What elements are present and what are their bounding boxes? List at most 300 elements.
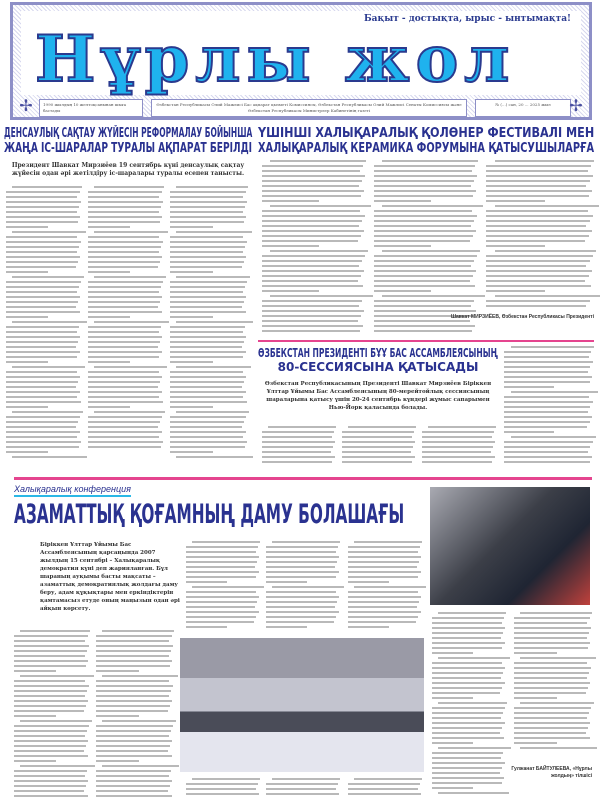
text-line [14,670,56,672]
text-line [262,210,360,212]
text-line [432,717,501,719]
text-line [432,617,504,619]
text-line [170,306,242,308]
text-line [170,281,247,283]
text-line [438,792,509,794]
text-line [270,250,368,252]
text-line [186,616,256,618]
text-line [348,566,417,568]
text-line [438,612,506,614]
text-line [6,316,48,318]
text-line [96,750,168,752]
text-line [266,581,307,583]
text-line [374,280,470,282]
text-line [262,235,361,237]
text-line [94,231,168,233]
text-line [422,451,491,453]
text-line [6,216,80,218]
text-line [374,290,431,292]
text-line [20,720,91,722]
text-line [170,211,243,213]
text-line [14,715,56,717]
text-line [94,186,164,188]
text-line [88,196,159,198]
text-line [170,361,213,363]
text-line [88,376,162,378]
text-line [266,591,336,593]
text-line [170,246,245,248]
text-line [88,316,130,318]
text-line [504,361,593,363]
text-line [14,780,88,782]
text-line [348,783,420,785]
body-text [6,186,82,462]
text-line [374,260,474,262]
text-line [486,200,545,202]
text-line [96,780,172,782]
text-line [504,401,593,403]
text-line [262,315,361,317]
text-line [96,700,172,702]
un-lead: Өзбекстан Республикасының Президенті Шавкат Мирзиёев Біріккен Ұлттар Ұйымы Бас Ассамблеясының 80-мерейтойлық сессиясының шараларына қатысу үшін 20-24 сентябрь күндері жұмыс сапарымен Нью-Йорк қаласында болады. [264,381,492,411]
text-line [511,436,596,438]
text-line [96,655,169,657]
text-line [96,790,168,792]
text-line [88,441,163,443]
text-line [486,230,592,232]
text-line [432,682,505,684]
text-line [374,200,431,202]
text-line [186,566,255,568]
text-line [422,461,492,463]
text-line [514,692,586,694]
text-line [88,256,162,258]
text-line [486,305,586,307]
text-line [262,280,358,282]
un-headline [258,346,498,374]
headline-line: ЖАҢА ІС-ШАРАЛАР ТУРАЛЫ АҚПАРАТ БЕРІЛДІ [4,141,253,156]
text-line [262,225,359,227]
body-text [514,612,592,752]
text-line [6,271,48,273]
text-line [262,285,363,287]
text-line [262,200,319,202]
text-line [186,793,259,795]
text-line [170,221,244,223]
text-line [432,622,502,624]
text-line [6,301,78,303]
text-line [348,591,418,593]
text-line [170,401,247,403]
issue-info: № (...) сан, 20 ... 2025 жыл [475,99,571,117]
newspaper-logo: Нұрлы жол [35,22,516,97]
text-line [170,296,246,298]
text-line [6,381,78,383]
text-line [432,642,505,644]
text-line [374,305,471,307]
text-line [262,290,319,292]
text-line [432,652,473,654]
text-line [170,376,246,378]
text-line [514,647,588,649]
text-line [342,451,411,453]
text-line [88,426,158,428]
body-text [504,346,594,468]
text-line [96,650,171,652]
text-line [342,456,415,458]
text-line [88,446,161,448]
text-line [170,201,247,203]
text-line [266,556,339,558]
text-line [504,416,592,418]
text-line [88,221,160,223]
text-line [511,346,594,348]
text-line [348,556,421,558]
text-line [270,160,366,162]
text-line [6,201,81,203]
text-line [96,795,172,797]
text-line [348,581,389,583]
text-line [186,556,259,558]
text-line [170,351,246,353]
text-line [432,752,503,754]
text-line [374,185,471,187]
text-line [514,622,587,624]
un-article [258,346,498,412]
text-line [186,596,259,598]
text-line [6,376,80,378]
text-line [14,665,86,667]
text-line [432,687,502,689]
text-line [374,245,431,247]
text-line [374,310,476,312]
text-line [14,755,88,757]
text-line [170,251,243,253]
text-line [262,195,361,197]
text-line [374,175,477,177]
text-line [6,291,77,293]
text-line [96,690,171,692]
text-line [432,777,504,779]
text-line [504,356,589,358]
text-line [348,788,418,790]
text-line [514,727,588,729]
text-line [186,591,256,593]
text-line [170,311,246,313]
text-line [170,241,247,243]
text-line [382,250,480,252]
text-line [88,331,159,333]
text-line [6,451,48,453]
text-line [170,261,244,263]
text-line [514,642,590,644]
text-line [374,195,473,197]
text-line [96,785,170,787]
text-line [88,191,162,193]
text-line [88,381,160,383]
text-line [262,325,363,327]
text-line [422,456,495,458]
text-line [495,160,594,162]
text-line [374,225,471,227]
text-line [176,231,252,233]
text-line [102,630,174,632]
text-line [266,606,335,608]
text-line [348,546,420,548]
kazakh-ornament-icon: ✢ [19,98,33,115]
text-line [495,250,597,252]
text-line [486,240,585,242]
text-line [20,630,90,632]
text-line [14,690,87,692]
text-line [374,270,476,272]
text-line [88,286,161,288]
text-line [88,336,162,338]
text-line [382,160,478,162]
text-line [262,215,365,217]
kazakh-ornament-icon: ✢ [569,98,583,115]
text-line [348,561,419,563]
text-line [432,672,503,674]
text-line [12,186,82,188]
text-line [170,191,246,193]
text-line [514,632,589,634]
text-line [486,285,591,287]
text-line [88,216,162,218]
text-line [88,301,160,303]
text-line [176,411,249,413]
text-line [272,541,340,543]
text-line [486,265,586,267]
text-line [514,742,557,744]
text-line [186,561,257,563]
text-line [486,245,545,247]
text-line [374,210,472,212]
text-line [96,645,173,647]
text-line [266,616,336,618]
text-line [88,306,158,308]
text-line [504,376,592,378]
text-line [495,205,600,207]
text-line [6,286,79,288]
text-line [374,165,475,167]
text-line [14,795,88,797]
text-line [486,180,590,182]
text-line [511,391,598,393]
text-line [486,215,593,217]
text-line [6,246,79,248]
text-line [170,371,243,373]
text-line [342,431,414,433]
text-line [170,356,243,358]
text-line [348,611,421,613]
text-line [432,757,501,759]
text-line [342,436,412,438]
text-line [262,456,335,458]
text-line [6,401,81,403]
text-line [96,730,171,732]
text-line [88,326,161,328]
text-line [88,266,158,268]
text-line [170,196,243,198]
text-line [6,281,81,283]
text-line [432,697,473,699]
text-line [186,551,256,553]
text-line [96,710,168,712]
text-line [6,361,48,363]
text-line [374,330,472,332]
text-line [88,421,160,423]
text-line [6,206,79,208]
text-line [186,626,227,628]
text-line [374,180,474,182]
section-rule [14,477,592,480]
text-line [6,221,78,223]
text-line [504,426,587,428]
text-line [348,596,421,598]
text-line [20,765,95,767]
text-line [88,311,162,313]
text-line [422,441,495,443]
text-line [514,722,590,724]
text-line [170,266,242,268]
body-text [262,160,366,336]
text-line [504,396,589,398]
text-line [14,650,87,652]
health-article [4,126,252,178]
text-line [96,640,169,642]
text-line [88,211,159,213]
text-line [186,546,258,548]
text-line [266,596,339,598]
text-line [262,305,359,307]
text-line [514,732,586,734]
text-line [88,261,160,263]
text-line [6,226,48,228]
text-line [12,276,83,278]
text-line [262,165,363,167]
text-line [96,695,169,697]
text-line [6,421,78,423]
text-line [374,235,473,237]
text-line [266,626,307,628]
text-line [96,770,171,772]
text-line [186,576,256,578]
text-line [348,793,421,795]
text-line [432,737,504,739]
text-line [432,712,503,714]
text-line [88,206,161,208]
text-line [88,406,130,408]
text-line [88,241,163,243]
text-line [14,725,89,727]
text-line [374,190,476,192]
text-line [262,170,360,172]
publisher-info: Өзбекстан Республикасы Олий Мажлисі Бас ақпарат қызметі Комиссиясы, Өзбекстан Республикасы Олий Мажлисі Сенаты Комиссиясы және Өзбекстан Республикасы Министрлер Кабинетінің газеті [151,99,467,117]
headline-line: ӨЗБЕКСТАН ПРЕЗИДЕНТІ БҰҰ БАС АССАМБЛЕЯСЫНЫҢ [258,346,498,360]
text-line [514,697,557,699]
text-line [170,341,244,343]
text-line [432,727,502,729]
text-line [186,601,257,603]
text-line [342,461,412,463]
text-line [272,778,340,780]
text-line [170,346,242,348]
text-line [6,431,80,433]
text-line [96,735,169,737]
text-line [268,426,336,428]
text-line [6,191,80,193]
text-line [432,647,502,649]
text-line [96,635,172,637]
festival-article [258,126,594,156]
text-line [504,441,593,443]
text-line [520,657,596,659]
body-text [348,541,422,633]
text-line [504,381,590,383]
text-line [374,285,475,287]
text-line [262,441,335,443]
text-line [14,700,88,702]
text-line [186,571,259,573]
text-line [20,675,94,677]
body-text [486,160,594,310]
text-line [486,290,545,292]
text-line [6,416,80,418]
text-line [14,705,86,707]
headline-line: ДЕНСАУЛЫҚ САҚТАУ ЖҮЙЕСІН РЕФОРМАЛАУ БОЙЫНША [4,126,253,141]
text-line [486,210,588,212]
text-line [102,720,175,722]
text-line [262,436,332,438]
text-line [374,325,475,327]
text-line [262,185,359,187]
text-line [432,667,505,669]
text-line [96,670,139,672]
masthead [10,2,592,120]
text-line [88,391,162,393]
text-line [374,170,472,172]
text-line [12,231,86,233]
text-line [262,255,365,257]
text-line [6,446,79,448]
text-line [262,446,333,448]
body-text [170,186,248,462]
text-line [495,295,600,297]
text-line [262,270,364,272]
text-line [14,635,88,637]
text-line [520,747,597,749]
text-line [374,300,474,302]
text-line [486,165,591,167]
text-line [266,601,337,603]
text-line [6,406,48,408]
text-line [12,366,85,368]
festival-signature: Шавкат МИРЗИЁЕВ, Өзбекстан Республикасы Президенті [450,314,594,320]
text-line [170,416,246,418]
text-line [6,306,76,308]
body-text [262,426,336,470]
text-line [170,236,243,238]
text-line [192,586,264,588]
text-line [504,421,590,423]
body-text [14,630,90,800]
founded-info: 1990 жылдың 10 желтоқсанынан шыға бастады [39,99,143,117]
text-line [96,680,169,682]
text-line [432,632,503,634]
text-line [262,190,364,192]
text-line [514,617,590,619]
